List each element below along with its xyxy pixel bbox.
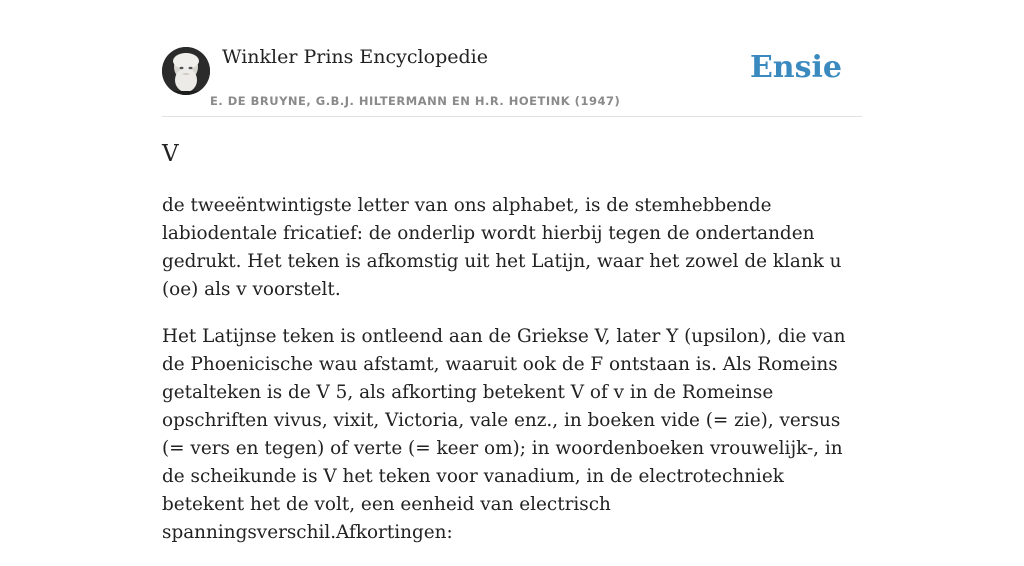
source-authors: E. DE BRUYNE, G.B.J. HILTERMANN EN H.R. HOETINK (1947) [210,94,621,108]
entry-body [162,192,862,566]
entry-paragraph: de tweeëntwintigste letter van ons alphabet, is de stemhebbende labiodentale fricatief: de onderlip wordt hierbij tegen de ondertanden gedrukt. Het teken is afkomstig uit het Latijn, waar het zowel de klank u (oe) als v voorstelt. [162,195,842,300]
author-avatar[interactable] [162,47,210,95]
ensie-logo-link[interactable]: Ensie [749,50,842,85]
page [162,0,862,543]
portrait-image [162,47,210,95]
source-header [162,0,862,117]
entry-headword: V [162,141,179,167]
entry-paragraph: Het Latijnse teken is ontleend aan de Griekse V, later Y (upsilon), die van de Phoenicische wau afstamt, waaruit ook de F ontstaan is. Als Romeins getalteken is de V 5, als afkorting betekent V of v in de Romeinse opschriften vivus, vixit, Victoria, vale enz., in boeken vide (= zie), versus (= vers en tegen) of verte (= keer om); in woordenboeken vrouwelijk-, in de scheikunde is V het teken voor vanadium, in de electrotechniek betekent het de volt, een eenheid van electrisch spanningsverschil.Afkortingen: [162,326,846,543]
source-title[interactable]: Winkler Prins Encyclopedie [222,46,488,68]
